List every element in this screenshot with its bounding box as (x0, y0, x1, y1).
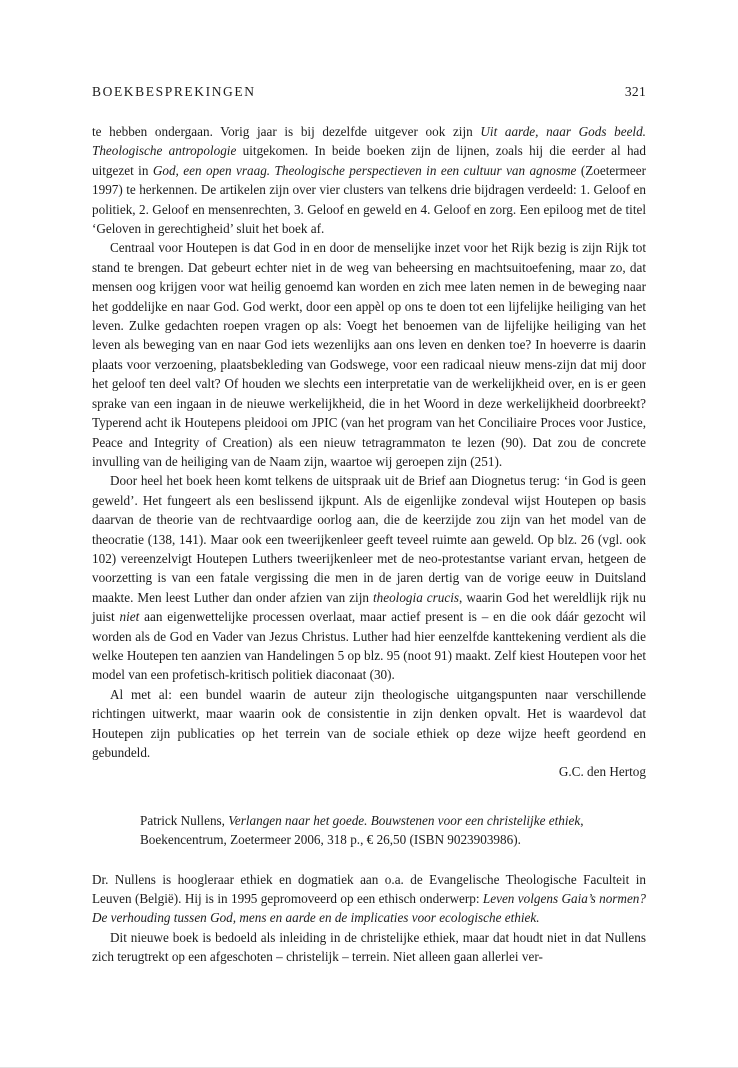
book-citation: Patrick Nullens, Verlangen naar het goede. Bouwstenen voor een christelijke ethiek, Boekencentrum, Zoetermeer 2006, 318 p., € 26,50 (ISBN 9023903986). (140, 812, 584, 848)
review1-paragraph-3: Door heel het boek heen komt telkens de uitspraak uit de Brief aan Diognetus terug: ‘in God is geen geweld’. Het fungeert als een beslissend ijkpunt. Als de eigenlijke zondeval wijst Houtepen op basis daarvan de theorie van de rechtvaardige oorlog aan, die de keerzijde zou zijn van het model van de theocratie (138, 141). Maar ook een tweerijkenleer geeft teveel ruimte aan geweld. Op blz. 26 (vgl. ook 102) vereenzelvigt Houtepen Luthers tweerijkenleer met de neo-protestantse variant ervan, hetgeen de voorzetting is van een fatale vergissing die men in de jaren dertig van de vorige eeuw in Duitsland maakte. Men leest Luther dan onder afzien van zijn theologia crucis, waarin God het wereldlijk rijk nu juist niet aan eigenwettelijke processen overlaat, maar actief present is – en die ook dáár gezocht wil worden als de God en Vader van Jezus Christus. Luther had hier eenzelfde kanttekening verdient als die welke Houtepen ten aanzien van Handelingen 5 op blz. 95 (noot 91) maakt. Zelf kiest Houtepen voor het model van een profetisch-kritisch politiek diaconaat (30). (92, 473, 647, 683)
review-1 (92, 122, 646, 782)
review-2 (92, 811, 646, 967)
review2-paragraph-1: Dr. Nullens is hoogleraar ethiek en dogmatiek aan o.a. de Evangelische Theologische Faculteit in Leuven (België). Hij is in 1995 gepromoveerd op een ethisch onderwerp: Leven volgens Gaia’s normen? De verhouding tussen God, mens en aarde en de implicaties voor ecologische ethiek. (92, 871, 646, 926)
page-header (92, 84, 646, 100)
page-number: 321 (624, 84, 646, 99)
review2-paragraph-2: Dit nieuwe boek is bedoeld als inleiding in de christelijke ethiek, maar dat houdt niet in dat Nullens zich terugtrekt op een afgeschoten – christelijk – terrein. Niet alleen gaan allerlei ver- (92, 929, 646, 965)
review1-paragraph-2: Centraal voor Houtepen is dat God in en door de menselijke inzet voor het Rijk bezig is zijn Rijk tot stand te brengen. Dat gebeurt echter niet in de weg van beheersing en machtsuitoefening, maar zo, dat mensen oog krijgen voor wat heilig genoemd kan worden en zich mee laten nemen in de beweging naar het goddelijke en naar God. God werkt, door een appèl op ons te doen tot een lijfelijke heiliging van het leven. Zulke gedachten roepen vragen op als: Voegt het benoemen van de lijfelijke heiliging van het leven als beweging van en naar God iets wezenlijks aan ons leven en denken toe? In hoeverre is daarin plaats voor verzoening, plaatsbekleding van Godswege, voor een radicaal nieuw mens-zijn dat mij door het geloof ten deel valt? Of houden we slechts een interpretatie van de werkelijkheid over, en is er geen sprake van een ingaan in de nieuwe werkelijkheid, die in het Woord in deze werkelijkheid doorbreekt? Typerend acht ik Houtepens pleidooi om JPIC (van het program van het Conciliaire Proces voor Justice, Peace and Integrity of Creation) als een nieuw tetragrammaton te lezen (90). Dat zou de concrete invulling van de heiliging van de Naam zijn, waartoe wij geroepen zijn (251). (92, 240, 646, 469)
running-head-title: BOEKBESPREKINGEN (92, 84, 256, 99)
review1-paragraph-4: Al met al: een bundel waarin de auteur zijn theologische uitgangspunten naar verschillende richtingen uitwerkt, maar waarin ook de consistentie in zijn denken opvalt. Het is waardevol dat Houtepen zijn publicaties op het terrein van de sociale ethiek op deze wijze heeft geordend en gebundeld. (92, 686, 646, 760)
review1-paragraph-1: te hebben ondergaan. Vorig jaar is bij dezelfde uitgever ook zijn Uit aarde, naar Gods beeld. Theologische antropologie uitgekomen. In beide boeken zijn de lijnen, zoals hij die eerder al had uitgezet in God, een open vraag. Theologische perspectieven in een cultuur van agnosme (Zoetermeer 1997) te herkennen. De artikelen zijn over vier clusters van telkens drie bijdragen verdeeld: 1. Geloof en politiek, 2. Geloof en mensenrechten, 3. Geloof en geweld en 4. Geloof en zorg. Een epiloog met de titel ‘Geloven in gerechtigheid’ sluit het boek af. (92, 124, 647, 237)
reviewer-signature: G.C. den Hertog (558, 764, 646, 780)
